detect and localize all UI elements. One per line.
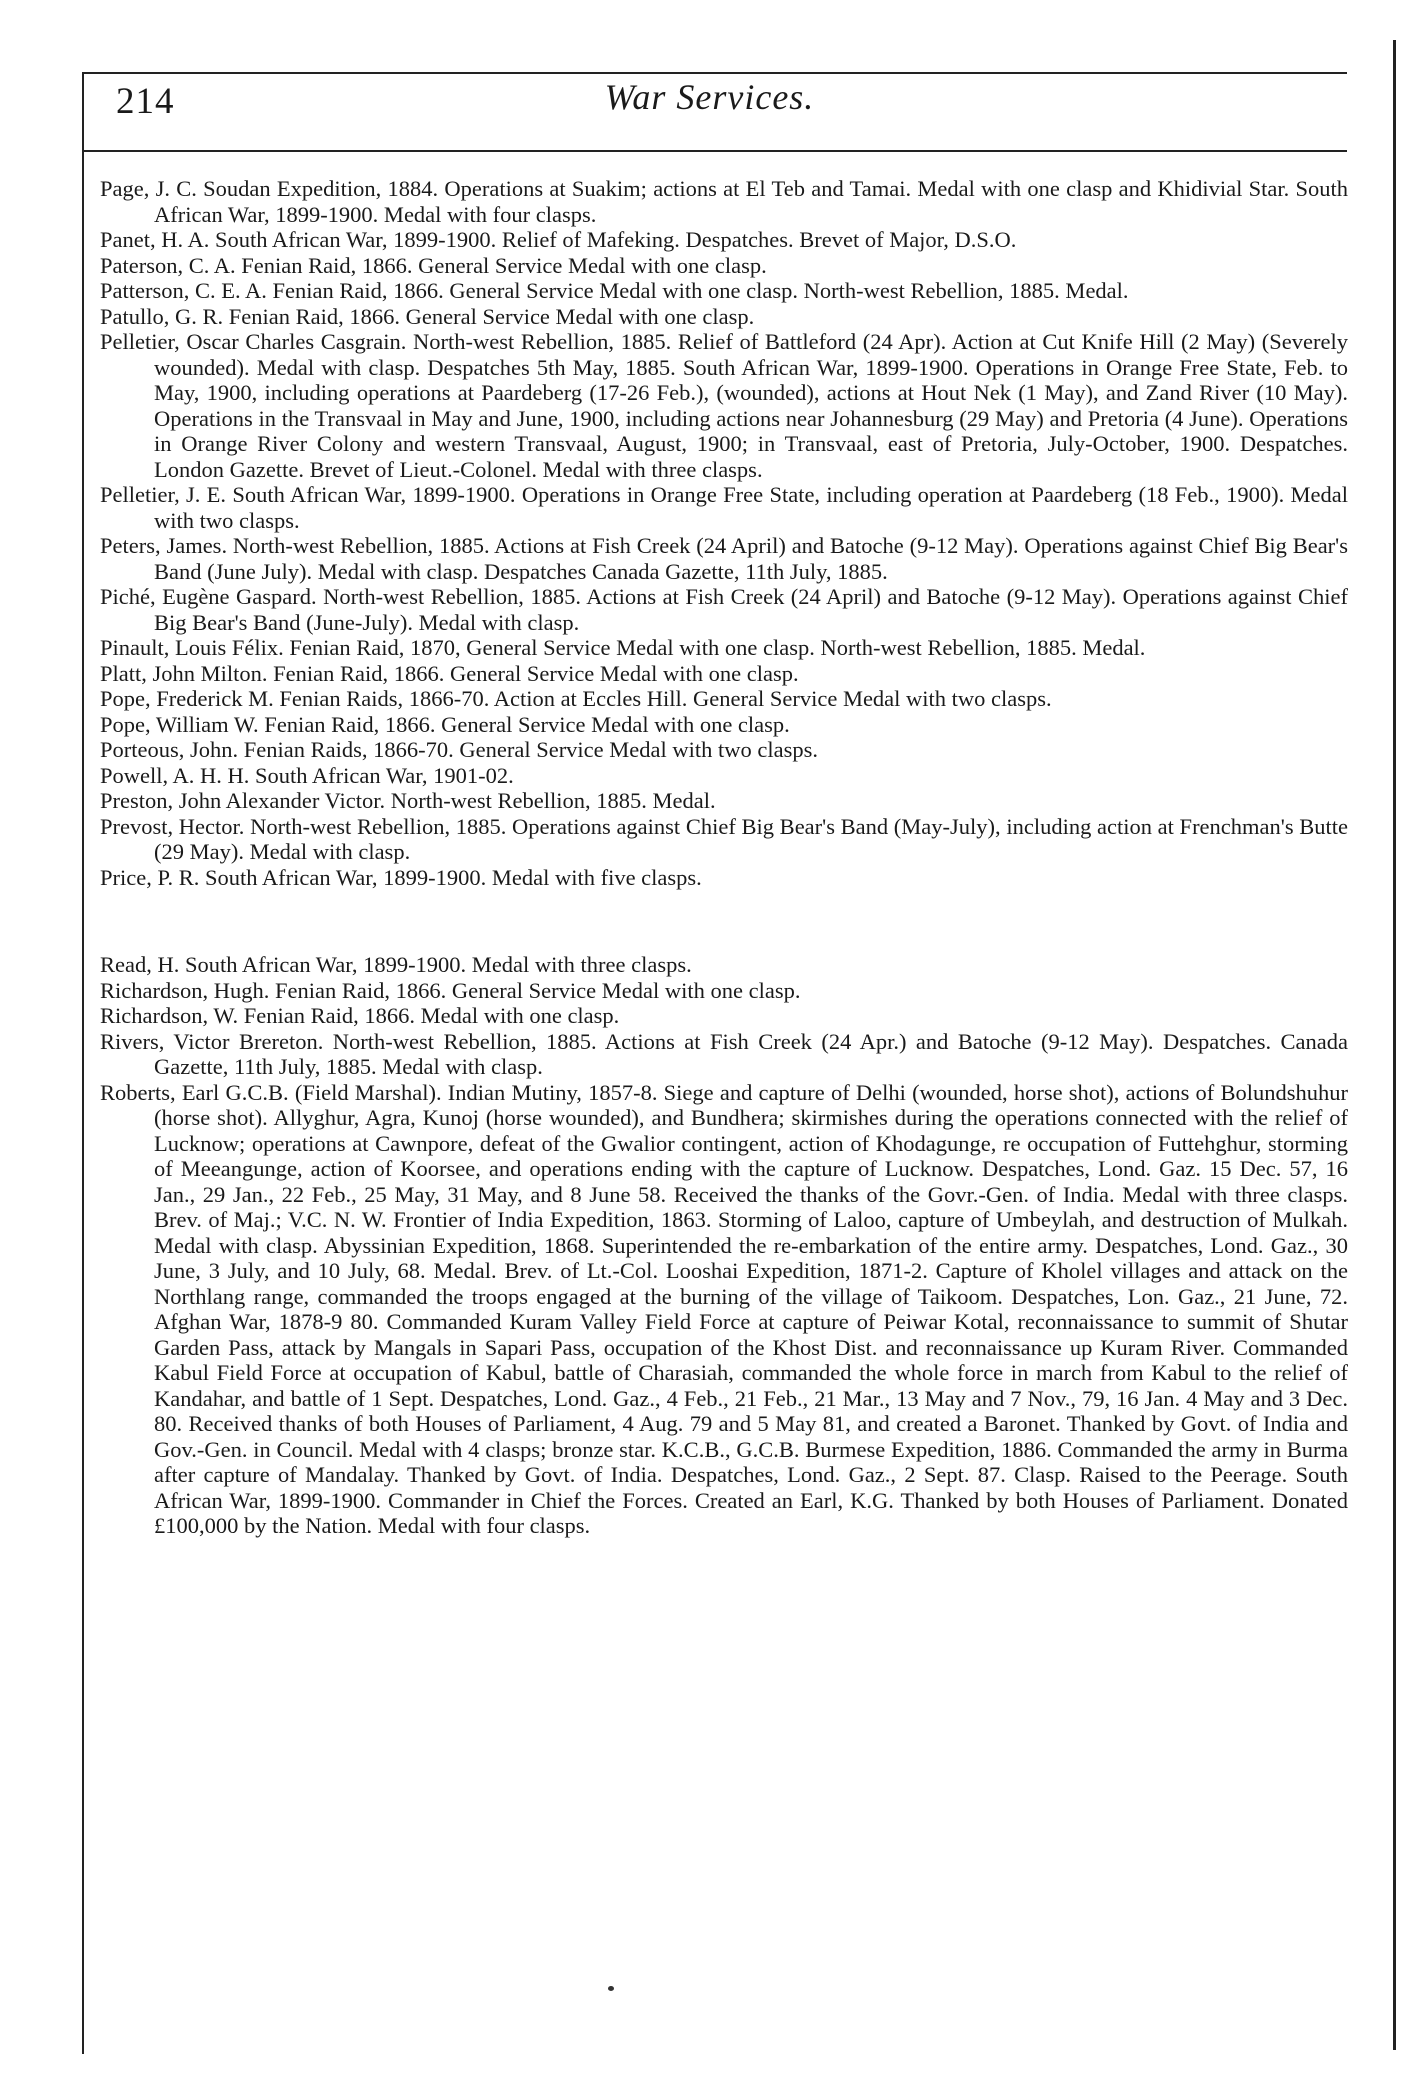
entry-powell-a-h-h: Powell, A. H. H. South African War, 1901-02. (100, 762, 514, 788)
entry-paterson-c-a: Paterson, C. A. Fenian Raid, 1866. General Service Medal with one clasp. (100, 252, 767, 278)
entry-pelletier-j-e: Pelletier, J. E. South African War, 1899-1900. Operations in Orange Free State, including operation at Paardeberg (18 Feb., 1900). Medal with two clasps. (100, 482, 1348, 533)
right-margin-rule (1393, 40, 1396, 2050)
entry-pope-frederick: Pope, Frederick M. Fenian Raids, 1866-70. Action at Eccles Hill. General Service Medal with two clasps. (100, 686, 1052, 711)
entry-rivers-victor: Rivers, Victor Brereton. North-west Rebellion, 1885. Actions at Fish Creek (24 Apr.) and Batoche (9-12 May). Despatches. Canada Gazette, 11th July, 1885. Medal with clasp. (100, 1028, 1348, 1079)
entry-page-j-c: Page, J. C. Soudan Expedition, 1884. Operations at Suakim; actions at El Teb and Tamai. Medal with one clasp and Khidivial Star. South African War, 1899-1900. Medal with four clasps. (100, 176, 1348, 227)
section-gap (100, 890, 1348, 952)
page-number: 214 (116, 81, 175, 122)
entry-richardson-w: Richardson, W. Fenian Raid, 1866. Medal with one clasp. (100, 1003, 620, 1028)
entry-pinault-louis: Pinault, Louis Félix. Fenian Raid, 1870, General Service Medal with one clasp. North-west Rebellion, 1885. Medal. (100, 635, 1146, 660)
entry-read-h: Read, H. South African War, 1899-1900. Medal with three clasps. (100, 952, 692, 977)
entry-piche-eugene: Piché, Eugène Gaspard. North-west Rebellion, 1885. Actions at Fish Creek (24 April) and Batoche (9-12 May). Operations against Chief Big Bear's Band (June-July). Medal with clasp. (100, 584, 1348, 635)
header-rule (82, 150, 1347, 152)
entry-pope-william: Pope, William W. Fenian Raid, 1866. General Service Medal with one clasp. (100, 711, 790, 737)
entry-patullo-g-r: Patullo, G. R. Fenian Raid, 1866. General Service Medal with one clasp. (100, 303, 755, 329)
entry-roberts-earl: Roberts, Earl G.C.B. (Field Marshal). Indian Mutiny, 1857-8. Siege and capture of Delhi (wounded, horse shot), actions of Bolundshuhur (horse shot). Allyghur, Agra, Kunoj (horse wounded), and Bundhera; skirmishes during the operations connected with the relief of Lucknow; operations at Cawnpore, defeat of the Gwalior contingent, action of Khodagunge, re occupation of Futtehghur, storming of Meeangunge, action of Koorsee, and operations ending with the capture of Lucknow. Despatches, Lond. Gaz. 15 Dec. 57, 16 Jan., 29 Jan., 22 Feb., 25 May, 31 May, and 8 June 58. Received the thanks of the Govr.-Gen. of India. Medal with three clasps. Brev. of Maj.; V.C. N. W. Frontier of India Expedition, 1863. Storming of Laloo, capture of Umbeylah, and destruction of Mulkah. Medal with clasp. Abyssinian Expedition, 1868. Superintended the re-embarkation of the entire army. Despatches, Lond. Gaz., 30 June, 3 July, and 10 July, 68. Medal. Brev. of Lt.-Col. Looshai Expedition, 1871-2. Capture of Kholel villages and attack on the Northlang range, commanded the troops engaged at the burning of the village of Taikoom. Despatches, Lon. Gaz., 21 June, 72. Afghan War, 1878-9 80. Commanded Kuram Valley Field Force at capture of Peiwar Kotal, reconnaissance to summit of Shutar Garden Pass, attack by Mangals in Sapari Pass, occupation of the Khost Dist. and reconnaissance up Kuram River. Commanded Kabul Field Force at occupation of Kabul, battle of Charasiah, commanded the whole force in march from Kabul to the relief of Kandahar, and battle of 1 Sept. Despatches, Lond. Gaz., 4 Feb., 21 Feb., 21 Mar., 13 May and 7 Nov., 79, 16 Jan. 4 May and 3 Dec. 80. Received thanks of both Houses of Parliament, 4 Aug. 79 and 5 May 81, and created a Baronet. Thanked by Govt. of India and Gov.-Gen. in Council. Medal with 4 clasps; bronze star. K.C.B., G.C.B. Burmese Expedition, 1886. Commanded the army in Burma after capture of Mandalay. Thanked by Govt. of India. Despatches, Lond. Gaz., 2 Sept. 87. Clasp. Raised to the Peerage. South African War, 1899-1900. Commander in Chief the Forces. Created an Earl, K.G. Thanked by both Houses of Parliament. Donated £100,000 by the Nation. Medal with four clasps. (100, 1079, 1348, 1538)
printer-mark (608, 1986, 614, 1991)
running-head: War Services. (604, 77, 815, 117)
entry-price-p-r: Price, P. R. South African War, 1899-1900. Medal with five clasps. (100, 864, 702, 890)
entry-porteous-john: Porteous, John. Fenian Raids, 1866-70. General Service Medal with two clasps. (100, 737, 819, 762)
entry-peters-james: Peters, James. North-west Rebellion, 1885. Actions at Fish Creek (24 April) and Batoche (9-12 May). Operations against Chief Big Bear's Band (June July). Medal with clasp. Despatches Canada Gazette, 11th July, 1885. (100, 533, 1348, 584)
entry-patterson-c-e-a: Patterson, C. E. A. Fenian Raid, 1866. General Service Medal with one clasp. North-west Rebellion, 1885. Medal. (100, 278, 1129, 303)
entries-list (100, 176, 1348, 1539)
entry-panet-h-a: Panet, H. A. South African War, 1899-1900. Relief of Mafeking. Despatches. Brevet of Major, D.S.O. (100, 227, 1017, 252)
entry-richardson-hugh: Richardson, Hugh. Fenian Raid, 1866. General Service Medal with one clasp. (100, 977, 801, 1003)
entry-preston-john: Preston, John Alexander Victor. North-west Rebellion, 1885. Medal. (100, 788, 716, 813)
entry-platt-john: Platt, John Milton. Fenian Raid, 1866. General Service Medal with one clasp. (100, 660, 799, 686)
entry-prevost-hector: Prevost, Hector. North-west Rebellion, 1885. Operations against Chief Big Bear's Band (May-July), including action at Frenchman's Butte (29 May). Medal with clasp. (100, 813, 1348, 864)
entry-pelletier-oscar: Pelletier, Oscar Charles Casgrain. North-west Rebellion, 1885. Relief of Battleford (24 Apr). Action at Cut Knife Hill (2 May) (Severely wounded). Medal with clasp. Despatches 5th May, 1885. South African War, 1899-1900. Operations in Orange Free State, Feb. to May, 1900, including operations at Paardeberg (17-26 Feb.), (wounded), actions at Hout Nek (1 May), and Zand River (10 May). Operations in the Transvaal in May and June, 1900, including actions near Johannesburg (29 May) and Pretoria (4 June). Operations in Orange River Colony and western Transvaal, August, 1900; in Transvaal, east of Pretoria, July-October, 1900. Despatches. London Gazette. Brevet of Lieut.-Colonel. Medal with three clasps. (100, 329, 1348, 482)
